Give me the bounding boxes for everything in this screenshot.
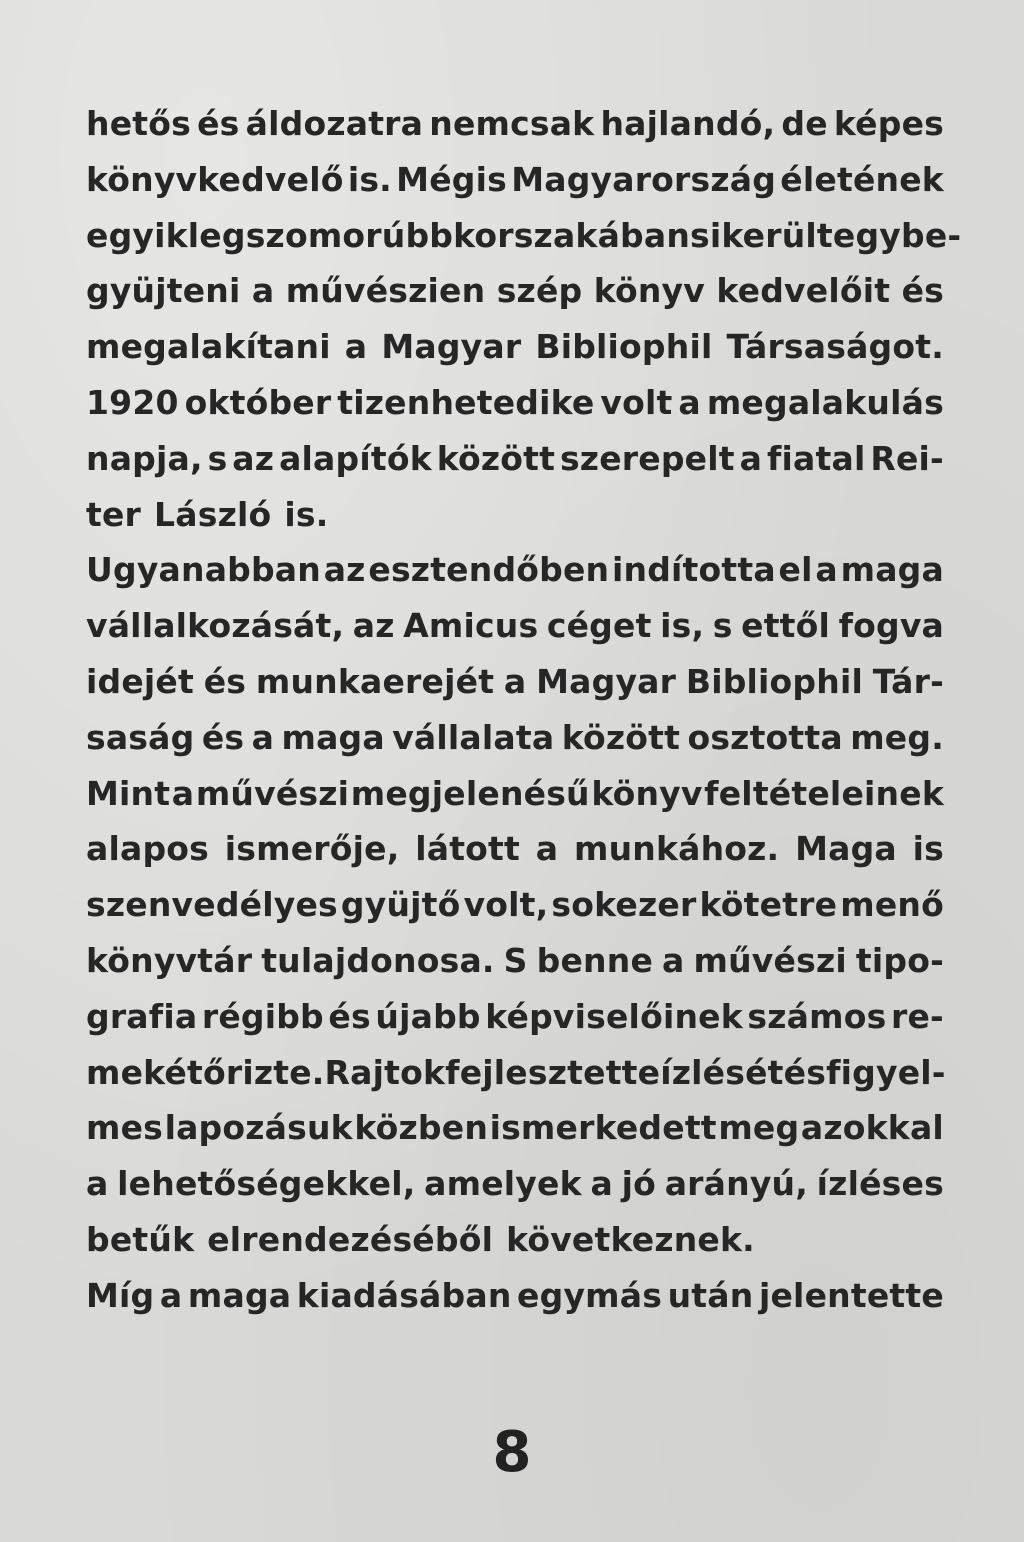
word: Társaságot. [726,327,944,367]
word: a [251,271,275,311]
word: elrendezéséből [207,1219,494,1259]
word: benne [536,940,654,980]
word: a [535,829,559,869]
word: egyik [86,215,188,255]
word: Rei- [870,438,944,478]
word: alapítók [279,438,432,478]
word: napja, [86,438,203,478]
word: szép [496,271,583,311]
word: betűk [86,1219,195,1259]
word: tipo- [855,940,944,980]
body-text [86,96,962,1324]
word: a [590,1164,613,1204]
word: volt [600,382,673,422]
word: szenvedélyes [86,885,338,925]
word: az [323,550,366,590]
word: mekét [86,1052,203,1092]
word: hajlandó, [600,104,776,143]
word: tulajdonosa. [261,940,495,980]
word: a [678,382,701,422]
word: és [783,1052,827,1092]
word: könyvtár [86,940,253,980]
word: számos [747,996,887,1036]
word: maga [187,1275,292,1315]
word: s [712,606,733,646]
word: ízléses [816,1164,944,1204]
text-line [86,654,944,710]
word: ízlését [660,1052,784,1092]
word: jó [621,1164,657,1204]
word: re- [890,996,944,1036]
word: maga [281,717,385,757]
text-line [86,152,944,208]
word: és [901,271,944,311]
word: is. [284,494,329,534]
word: közben [354,1108,489,1148]
word: legszomorúbb [187,215,454,255]
text-line [86,542,944,598]
word: ismerője, [224,829,400,869]
word: vállalkozását, [86,606,345,646]
word: gyüjtő [340,885,461,925]
word: tizenhetedike [337,382,595,422]
word: Ugyanabban [86,550,321,590]
word: hetős [86,104,191,143]
word: feltételeinek [704,773,944,813]
word: alapos [86,829,209,869]
text-line [86,375,944,431]
word: kiadásában [296,1275,512,1315]
text-line [86,487,944,543]
word: képviselőinek [485,996,743,1036]
word: lapozásuk [164,1108,353,1148]
text-line [86,821,944,877]
word: 1920 [86,382,179,422]
word: meg. [850,717,944,757]
word: amelyek [424,1164,582,1204]
word: indította [611,550,776,590]
word: osztotta [687,717,843,757]
word: áldozatra [245,104,424,143]
word: Mégis [396,159,507,199]
word: s [207,438,228,478]
text-line [86,1212,944,1268]
word: és [201,717,245,757]
word: menő [840,885,944,925]
word: mes [86,1108,164,1148]
text-line [86,877,944,933]
word: el [778,550,813,590]
word: között [436,438,556,478]
word: Amicus [403,606,539,646]
word: figyel- [826,1052,946,1092]
word: Magyar [536,661,677,701]
word: kedvelőit [716,271,891,311]
word: idejét [86,661,194,701]
word: grafia [86,996,198,1036]
text-line [86,766,944,822]
word: az [352,606,395,646]
word: Magyar [381,327,522,367]
word: ter [86,494,142,534]
word: egybe- [832,215,962,255]
word: céget [546,606,652,646]
word: a [86,1164,109,1204]
word: megalakítani [86,327,331,367]
word: jelentette [758,1275,944,1315]
word: fejlesztette [445,1052,661,1092]
word: látott [415,829,520,869]
word: Maga [795,829,897,869]
word: meg [718,1108,800,1148]
word: Mint [86,773,171,813]
word: és [197,104,240,143]
text-line [86,989,944,1045]
word: művészien [285,271,486,311]
text-line [86,431,944,487]
word: fiatal [766,438,866,478]
word: munkaerejét [255,661,495,701]
word: is. [347,159,392,199]
text-line [86,208,962,264]
word: S [503,940,528,980]
text-line [86,1268,944,1324]
word: könyv [593,271,705,311]
word: korszakában [453,215,691,255]
word: könyvkedvelő [86,159,344,199]
text-line [86,710,944,766]
word: ettől [741,606,831,646]
word: őrizte. [202,1052,325,1092]
text-line [86,1045,944,1101]
word: a [739,438,763,478]
word: László [154,494,272,534]
word: szerepelt [559,438,735,478]
word: következnek. [506,1219,755,1259]
word: a [662,940,685,980]
word: a [503,661,527,701]
word: vállalata [392,717,555,757]
text-line [86,1100,944,1156]
word: azokkal [800,1108,944,1148]
word: és [203,661,247,701]
word: könyv [591,773,703,813]
word: között [561,717,681,757]
word: régibb [201,996,324,1036]
word: egymás [517,1275,663,1315]
text-line [86,1156,944,1212]
word: a [344,327,368,367]
text-line [86,598,944,654]
text-line [86,263,944,319]
word: sokezer [551,885,697,925]
word: és [328,996,371,1036]
word: Bibliophil [535,327,713,367]
word: nemcsak [429,104,595,143]
text-line [86,933,944,989]
word: arányú, [664,1164,808,1204]
word: is, [660,606,705,646]
word: a [159,1275,183,1315]
word: gyüjteni [86,271,241,311]
word: munkához. [574,829,780,869]
word: az [232,438,275,478]
text-line [86,319,944,375]
word: volt, [463,885,549,925]
word: lehetőségekkel, [117,1164,416,1204]
word: művészi [693,940,847,980]
word: Rajtok [324,1052,446,1092]
word: újabb [375,996,481,1036]
word: esztendőben [368,550,610,590]
page-number: 8 [492,1420,532,1485]
word: életének [780,159,944,199]
text-line [86,96,944,152]
word: megjelenésű [350,773,590,813]
word: Bibliophil [685,661,863,701]
word: a [171,773,195,813]
word: megalakulás [706,382,944,422]
word: fogva [838,606,944,646]
word: ismerkedett [489,1108,717,1148]
word: is [912,829,944,869]
word: maga [840,550,944,590]
word: Míg [86,1275,155,1315]
word: saság [86,717,195,757]
word: a [251,717,275,757]
word: művészi [195,773,350,813]
word: október [184,382,332,422]
word: Magyarország [511,159,777,199]
word: de [781,104,828,143]
word: után [667,1275,754,1315]
word: Tár- [872,661,944,701]
word: kötetre [699,885,838,925]
word: képes [833,104,944,143]
word: a [815,550,838,590]
word: sikerült [690,215,833,255]
